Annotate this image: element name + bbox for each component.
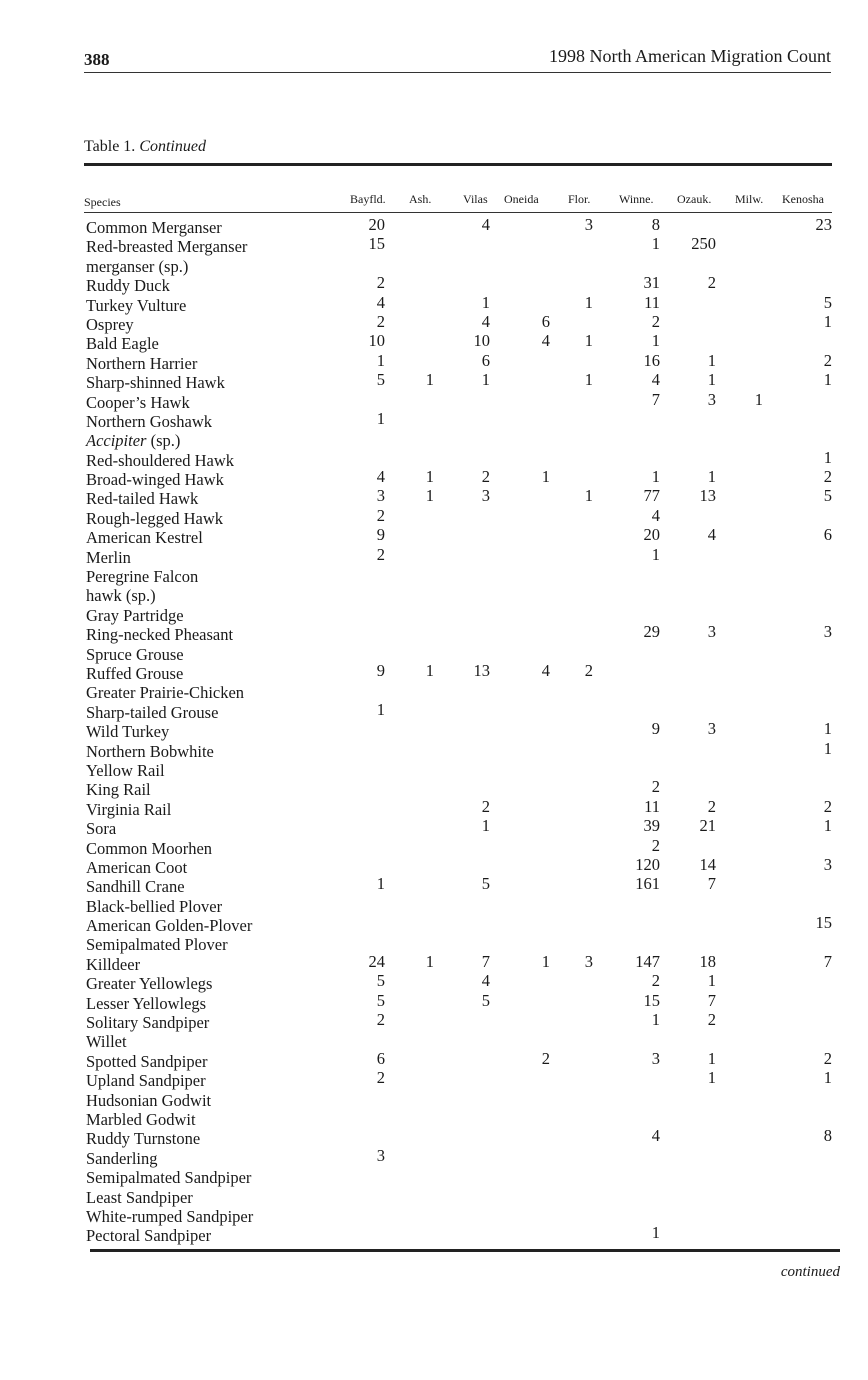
column-header: Winne. xyxy=(619,192,654,206)
count-cell: 2 xyxy=(481,796,490,816)
table-row xyxy=(0,431,868,450)
count-cell: 1 xyxy=(481,370,490,390)
species-name: Spruce Grouse xyxy=(86,644,184,664)
table-row xyxy=(0,292,868,315)
table-row xyxy=(0,311,868,334)
species-name: Turkey Vulture xyxy=(86,295,187,315)
count-cell: 21 xyxy=(699,816,716,836)
count-cell: 2 xyxy=(707,273,716,293)
count-cell: 7 xyxy=(651,389,660,409)
count-cell: 1 xyxy=(584,370,593,390)
species-name: Black-bellied Plover xyxy=(86,896,223,916)
count-cell: 4 xyxy=(376,467,385,487)
count-cell: 2 xyxy=(481,467,490,487)
count-cell: 1 xyxy=(481,816,490,836)
species-name: American Kestrel xyxy=(86,528,203,548)
count-cell: 6 xyxy=(541,311,550,331)
table-row xyxy=(0,660,868,683)
count-cell: 4 xyxy=(481,311,490,331)
count-cell: 1 xyxy=(651,1223,660,1243)
count-cell: 1 xyxy=(651,544,660,564)
table-row xyxy=(0,738,868,761)
species-name: Gray Partridge xyxy=(86,605,184,625)
count-cell: 2 xyxy=(707,796,716,816)
count-cell: 3 xyxy=(823,622,832,642)
count-cell: 8 xyxy=(823,1126,832,1146)
count-cell: 3 xyxy=(584,215,593,234)
column-header: Milw. xyxy=(735,192,764,206)
species-name: Semipalmated Plover xyxy=(86,935,228,955)
count-cell: 1 xyxy=(823,447,832,467)
table-row xyxy=(0,467,868,490)
count-cell: 2 xyxy=(376,311,385,331)
species-name: Red-breasted Merganser xyxy=(86,237,248,257)
table-row xyxy=(0,544,868,567)
table-row xyxy=(0,622,868,645)
species-name: Common Moorhen xyxy=(86,838,213,858)
table-row xyxy=(0,1126,868,1149)
table-row xyxy=(0,1168,868,1187)
count-cell: 5 xyxy=(481,874,490,894)
table-row xyxy=(0,567,868,586)
count-cell: 77 xyxy=(643,486,660,506)
table-row xyxy=(0,350,868,373)
species-name: White-rumped Sandpiper xyxy=(86,1206,254,1226)
count-cell: 13 xyxy=(699,486,716,506)
table-row xyxy=(0,777,868,800)
table-caption xyxy=(84,138,206,156)
table-caption-suffix: Continued xyxy=(139,138,206,155)
table-row xyxy=(0,990,868,1013)
species-name: Broad-winged Hawk xyxy=(86,470,224,490)
count-cell: 1 xyxy=(707,370,716,390)
species-name: Upland Sandpiper xyxy=(86,1071,206,1091)
count-cell: 1 xyxy=(707,1048,716,1068)
count-cell: 7 xyxy=(707,874,716,894)
count-cell: 39 xyxy=(643,816,660,836)
table-row xyxy=(0,215,868,237)
species-name: Least Sandpiper xyxy=(86,1187,193,1207)
species-name: Ruddy Turnstone xyxy=(86,1129,201,1149)
count-cell: 1 xyxy=(541,467,550,487)
count-cell: 2 xyxy=(823,1048,832,1068)
table-row xyxy=(0,835,868,858)
table-row xyxy=(0,586,868,605)
column-header: Bayfld. xyxy=(350,192,386,206)
count-cell: 1 xyxy=(823,1068,832,1088)
table-row xyxy=(0,699,868,722)
count-cell: 4 xyxy=(481,215,490,234)
count-cell: 2 xyxy=(376,273,385,293)
species-name: Peregrine Falcon xyxy=(86,567,199,587)
table-header-rule xyxy=(84,212,832,213)
species-name: Ring-necked Pheasant xyxy=(86,625,234,645)
count-cell: 2 xyxy=(376,1068,385,1088)
species-genus: Accipiter xyxy=(86,431,147,451)
count-cell: 2 xyxy=(584,660,593,680)
count-cell: 4 xyxy=(376,292,385,312)
count-cell: 1 xyxy=(707,971,716,991)
species-name: King Rail xyxy=(86,780,151,800)
count-cell: 6 xyxy=(481,350,490,370)
count-cell: 1 xyxy=(707,1068,716,1088)
species-name: Semipalmated Sandpiper xyxy=(86,1168,252,1188)
count-cell: 4 xyxy=(707,525,716,545)
count-cell: 4 xyxy=(651,370,660,390)
species-name: Osprey xyxy=(86,314,134,334)
count-cell: 1 xyxy=(376,699,385,719)
species-name: Cooper’s Hawk xyxy=(86,392,190,412)
table-row xyxy=(0,971,868,994)
count-cell: 2 xyxy=(823,796,832,816)
species-name: Lesser Yellowlegs xyxy=(86,993,207,1013)
count-cell: 11 xyxy=(644,292,660,312)
count-cell: 1 xyxy=(376,350,385,370)
species-name: Sanderling xyxy=(86,1148,158,1168)
species-name: Yellow Rail xyxy=(86,760,165,780)
species-name: Willet xyxy=(86,1032,127,1052)
table-row xyxy=(0,408,868,431)
species-name: Merlin xyxy=(86,547,131,567)
count-cell: 120 xyxy=(635,854,660,874)
count-cell: 6 xyxy=(823,525,832,545)
table-row xyxy=(0,257,868,276)
table-row xyxy=(0,505,868,528)
species-name: Greater Prairie-Chicken xyxy=(86,683,245,703)
header-rule xyxy=(84,72,831,73)
species-name: Hudsonian Godwit xyxy=(86,1090,212,1110)
species-name: Spotted Sandpiper xyxy=(86,1051,208,1071)
count-cell: 9 xyxy=(651,719,660,739)
table-row xyxy=(0,645,868,664)
count-cell: 3 xyxy=(823,854,832,874)
continued-note: continued xyxy=(780,1264,840,1280)
count-cell: 8 xyxy=(651,215,660,234)
species-name: hawk (sp.) xyxy=(86,586,156,606)
column-header: Ash. xyxy=(409,192,432,206)
table-row xyxy=(0,761,868,780)
species-name: Marbled Godwit xyxy=(86,1109,196,1129)
count-cell: 2 xyxy=(651,311,660,331)
count-cell: 5 xyxy=(823,486,832,506)
count-cell: 4 xyxy=(651,505,660,525)
species-name: Ruddy Duck xyxy=(86,276,170,296)
count-cell: 161 xyxy=(635,874,660,894)
count-cell: 147 xyxy=(635,951,660,971)
count-cell: 10 xyxy=(368,331,385,351)
species-name: Common Merganser xyxy=(86,218,222,237)
count-cell: 1 xyxy=(584,331,593,351)
column-header: Oneida xyxy=(504,192,539,206)
species-name xyxy=(86,431,180,451)
species-name: Sandhill Crane xyxy=(86,877,185,897)
count-cell: 2 xyxy=(541,1048,550,1068)
table-row xyxy=(0,854,868,877)
species-name: American Golden-Plover xyxy=(86,916,253,936)
count-cell: 1 xyxy=(707,350,716,370)
table-row xyxy=(0,874,868,897)
count-cell: 5 xyxy=(376,370,385,390)
count-cell: 2 xyxy=(651,777,660,797)
species-name: Virginia Rail xyxy=(86,799,172,819)
table-row xyxy=(0,1010,868,1033)
count-cell: 10 xyxy=(473,331,490,351)
count-cell: 31 xyxy=(643,273,660,293)
table-row xyxy=(0,719,868,742)
count-cell: 14 xyxy=(699,854,716,874)
count-cell: 250 xyxy=(691,234,716,254)
table-row xyxy=(0,1091,868,1110)
species-name: Rough-legged Hawk xyxy=(86,508,224,528)
count-cell: 2 xyxy=(651,971,660,991)
table-row xyxy=(0,935,868,954)
species-name: Red-tailed Hawk xyxy=(86,489,199,509)
table-row xyxy=(0,331,868,354)
table-row xyxy=(0,1068,868,1091)
table-row xyxy=(0,683,868,702)
count-cell: 5 xyxy=(376,971,385,991)
count-cell: 15 xyxy=(368,234,385,254)
species-name: Wild Turkey xyxy=(86,722,170,742)
table-row xyxy=(0,525,868,548)
count-cell: 4 xyxy=(651,1126,660,1146)
count-cell: 9 xyxy=(376,525,385,545)
count-cell: 29 xyxy=(643,622,660,642)
column-header: Flor. xyxy=(568,192,591,206)
species-name: Sora xyxy=(86,819,117,839)
species-name: Killdeer xyxy=(86,954,141,974)
count-cell: 15 xyxy=(643,990,660,1010)
count-cell: 6 xyxy=(376,1048,385,1068)
count-cell: 20 xyxy=(643,525,660,545)
table-row xyxy=(0,951,868,974)
count-cell: 1 xyxy=(425,486,434,506)
species-name: Ruffed Grouse xyxy=(86,663,184,683)
species-name: Red-shouldered Hawk xyxy=(86,450,235,470)
species-name: Sharp-tailed Grouse xyxy=(86,702,219,722)
table-row xyxy=(0,606,868,625)
count-cell: 1 xyxy=(651,467,660,487)
table-row xyxy=(0,447,868,470)
count-cell: 20 xyxy=(368,215,385,234)
count-cell: 5 xyxy=(481,990,490,1010)
column-header: Ozauk. xyxy=(677,192,712,206)
count-cell: 15 xyxy=(815,913,832,933)
count-cell: 7 xyxy=(823,951,832,971)
count-cell: 4 xyxy=(541,660,550,680)
count-cell: 23 xyxy=(815,215,832,234)
count-cell: 1 xyxy=(707,467,716,487)
count-cell: 1 xyxy=(425,951,434,971)
count-cell: 4 xyxy=(541,331,550,351)
table-row xyxy=(0,1207,868,1226)
count-cell: 1 xyxy=(425,660,434,680)
count-cell: 2 xyxy=(707,1010,716,1030)
count-cell: 1 xyxy=(823,719,832,739)
species-name: merganser (sp.) xyxy=(86,256,189,276)
count-cell: 2 xyxy=(823,350,832,370)
running-title: 1998 North American Migration Count xyxy=(549,46,831,66)
count-cell: 7 xyxy=(707,990,716,1010)
table-row xyxy=(0,389,868,412)
count-cell: 9 xyxy=(376,660,385,680)
count-cell: 5 xyxy=(376,990,385,1010)
count-cell: 7 xyxy=(481,951,490,971)
count-cell: 1 xyxy=(376,408,385,428)
count-cell: 2 xyxy=(651,835,660,855)
count-cell: 1 xyxy=(584,292,593,312)
count-cell: 5 xyxy=(823,292,832,312)
table-row xyxy=(0,1110,868,1129)
count-cell: 2 xyxy=(376,544,385,564)
count-cell: 1 xyxy=(823,370,832,390)
count-cell: 4 xyxy=(481,971,490,991)
table-top-rule xyxy=(84,163,832,166)
count-cell: 1 xyxy=(425,467,434,487)
species-name: Solitary Sandpiper xyxy=(86,1013,210,1033)
count-cell: 1 xyxy=(651,1010,660,1030)
count-cell: 3 xyxy=(707,389,716,409)
count-cell: 2 xyxy=(376,505,385,525)
count-cell: 1 xyxy=(651,331,660,351)
table-row xyxy=(0,486,868,509)
table-row xyxy=(0,1223,868,1246)
count-cell: 13 xyxy=(473,660,490,680)
table-row xyxy=(0,816,868,839)
count-cell: 1 xyxy=(481,292,490,312)
species-name: Bald Eagle xyxy=(86,334,159,354)
table-row xyxy=(0,234,868,257)
column-header: Kenosha xyxy=(782,192,824,206)
species-name: Northern Harrier xyxy=(86,353,198,373)
count-cell: 1 xyxy=(425,370,434,390)
count-cell: 1 xyxy=(541,951,550,971)
table-row xyxy=(0,1188,868,1207)
count-cell: 3 xyxy=(376,1145,385,1165)
count-cell: 1 xyxy=(651,234,660,254)
count-cell: 24 xyxy=(368,951,385,971)
species-name: Northern Goshawk xyxy=(86,411,213,431)
table-row xyxy=(0,897,868,916)
count-cell: 16 xyxy=(643,350,660,370)
count-cell: 3 xyxy=(584,951,593,971)
table-row xyxy=(0,913,868,936)
table-row xyxy=(0,1048,868,1071)
count-cell: 1 xyxy=(584,486,593,506)
table-row xyxy=(0,273,868,296)
count-cell: 1 xyxy=(754,389,763,409)
column-header: Vilas xyxy=(463,192,488,206)
table-row xyxy=(0,1032,868,1051)
count-cell: 3 xyxy=(651,1048,660,1068)
table-bottom-rule xyxy=(90,1249,840,1252)
species-name: Pectoral Sandpiper xyxy=(86,1226,212,1246)
table-row xyxy=(0,796,868,819)
species-name: Greater Yellowlegs xyxy=(86,974,213,994)
count-cell: 2 xyxy=(823,467,832,487)
count-cell: 1 xyxy=(823,816,832,836)
species-name: American Coot xyxy=(86,857,188,877)
species-name: Northern Bobwhite xyxy=(86,741,214,761)
count-cell: 3 xyxy=(376,486,385,506)
count-cell: 2 xyxy=(376,1010,385,1030)
page-number: 388 xyxy=(84,50,110,69)
species-column-header: Species xyxy=(84,195,121,209)
species-suffix: (sp.) xyxy=(146,431,181,451)
table-body xyxy=(0,215,868,1246)
count-cell: 1 xyxy=(376,874,385,894)
count-cell: 11 xyxy=(644,796,660,816)
species-name: Sharp-shinned Hawk xyxy=(86,373,225,393)
table-caption-prefix: Table 1. xyxy=(84,138,136,155)
count-cell: 3 xyxy=(481,486,490,506)
count-cell: 3 xyxy=(707,719,716,739)
count-cell: 1 xyxy=(823,738,832,758)
count-cell: 1 xyxy=(823,311,832,331)
count-cell: 18 xyxy=(699,951,716,971)
table-row xyxy=(0,1145,868,1168)
count-cell: 3 xyxy=(707,622,716,642)
